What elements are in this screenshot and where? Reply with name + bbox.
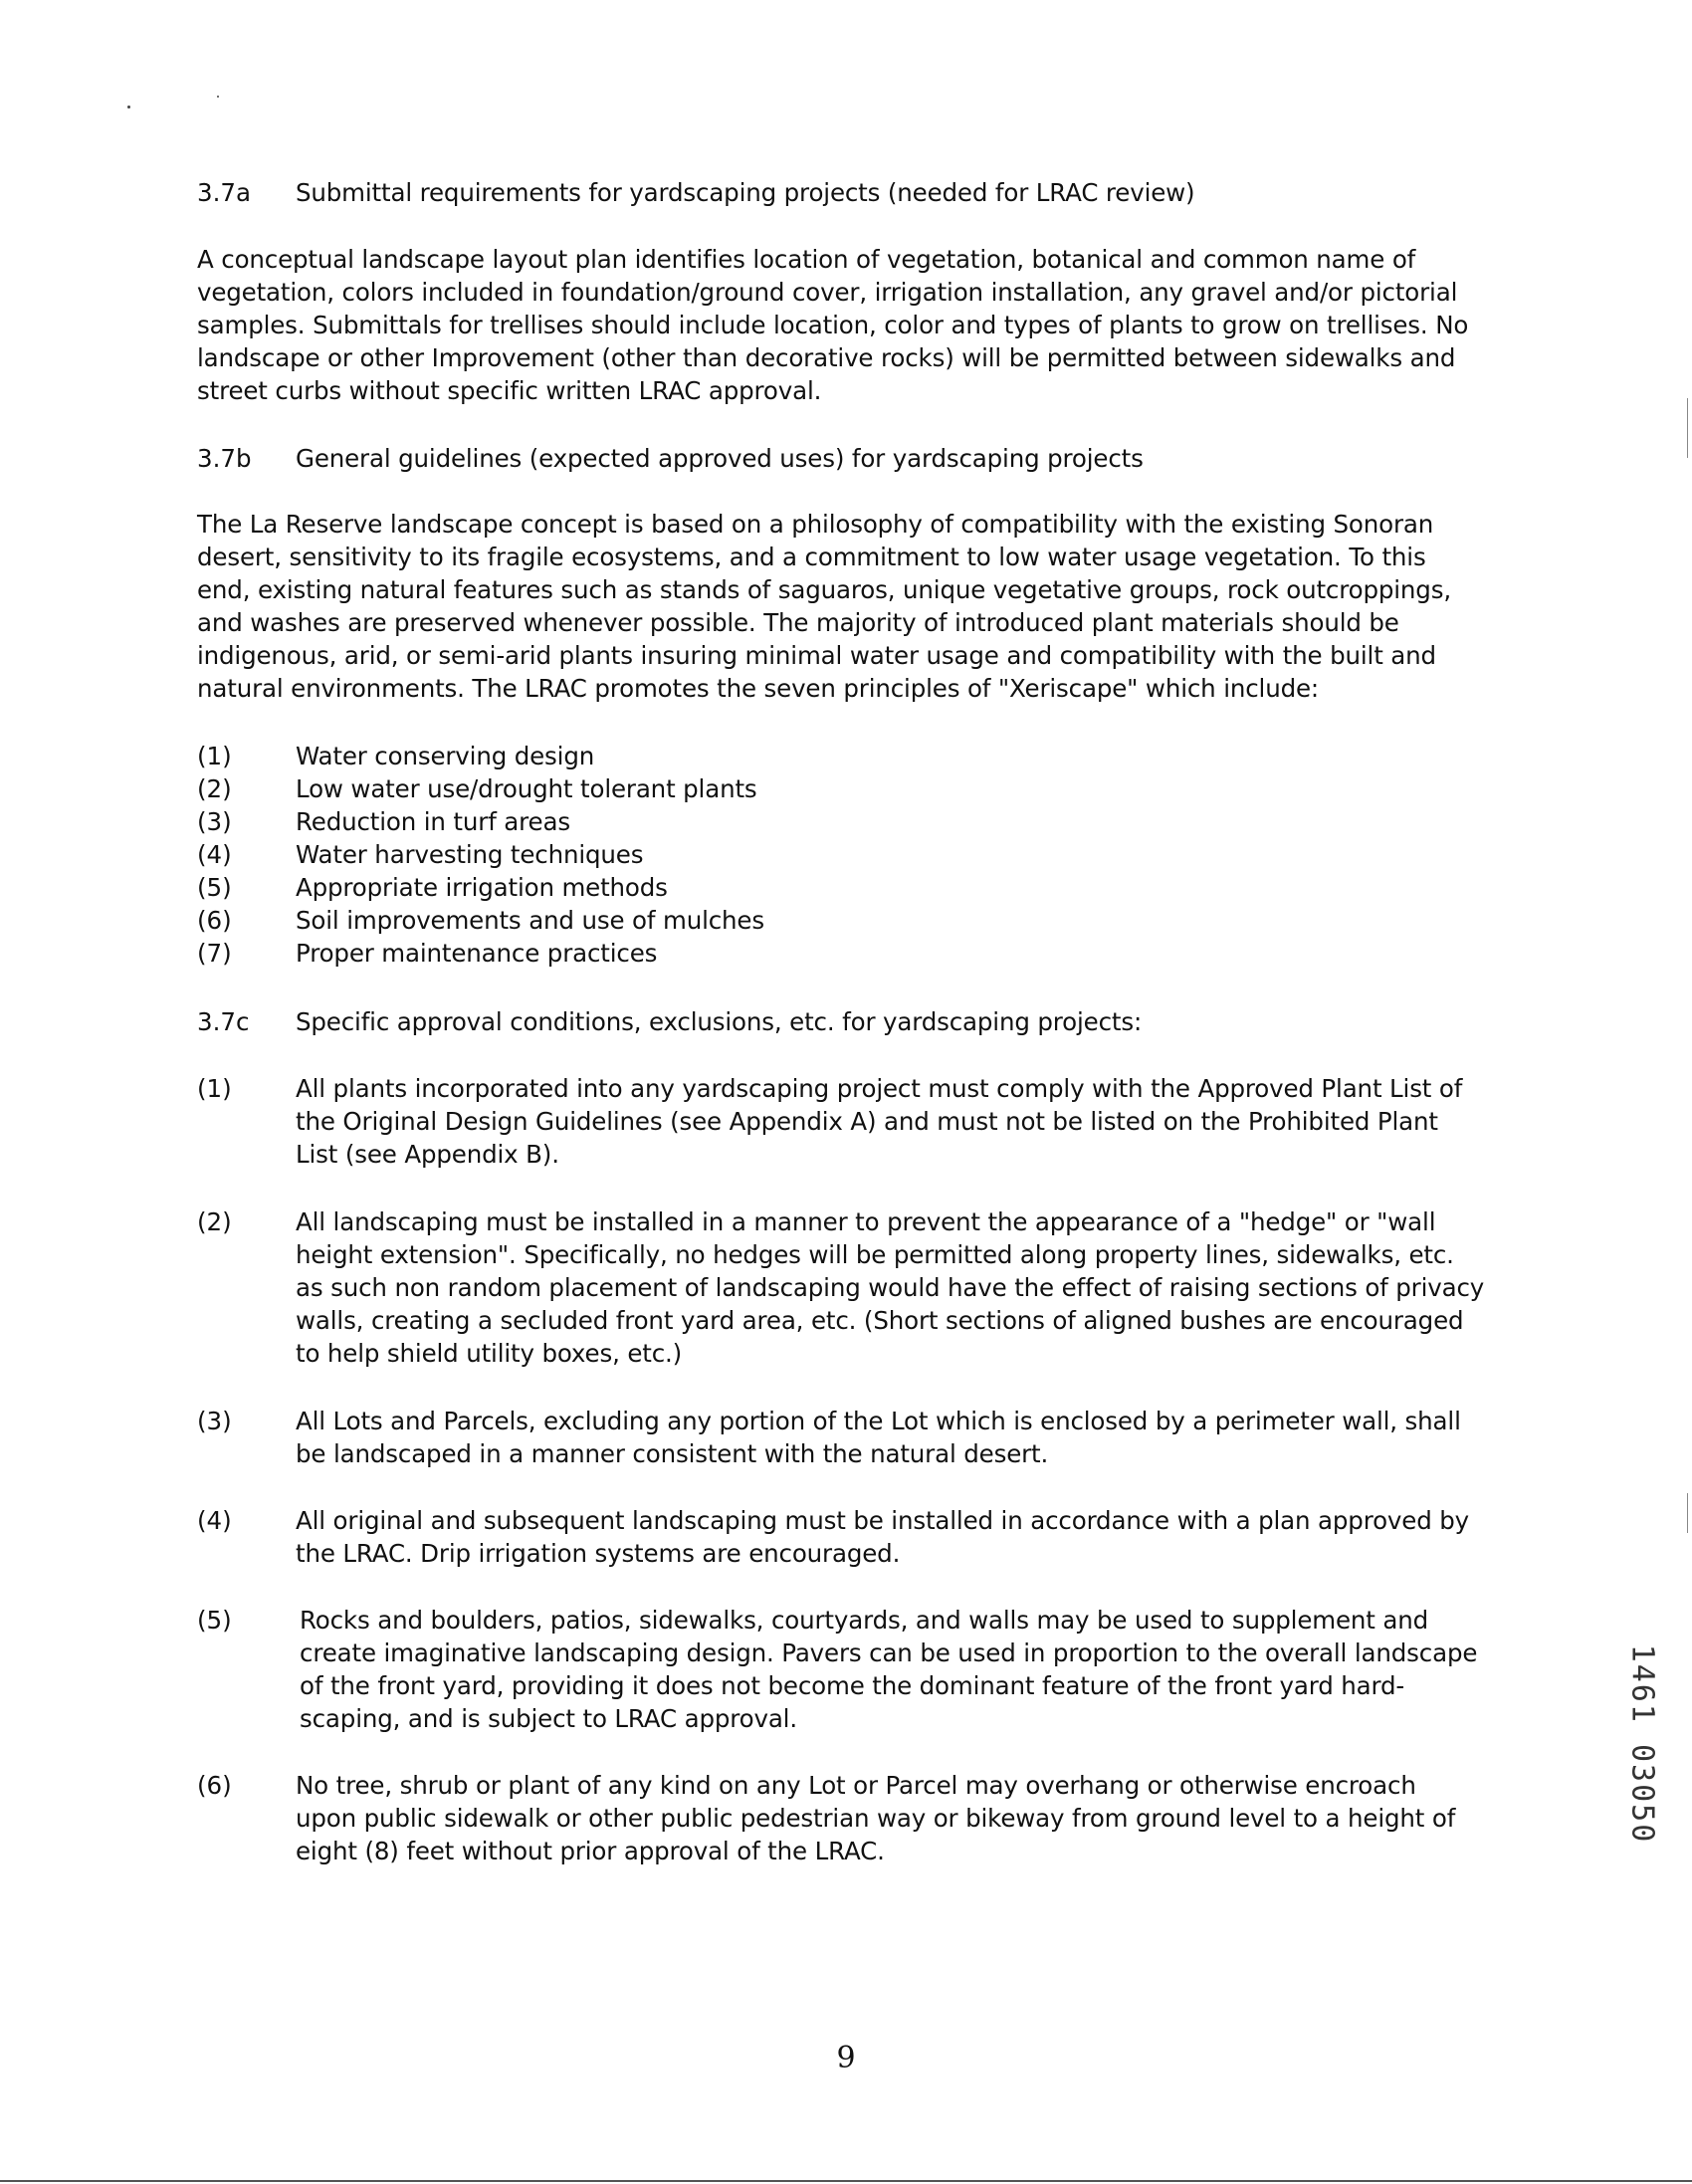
page-number: 9 — [836, 2041, 856, 2075]
section-a-line: vegetation, colors included in foundation/ground cover, irrigation installation, any gravel and/or pictorial — [197, 278, 1458, 307]
condition-line: Rocks and boulders, patios, sidewalks, courtyards, and walls may be used to supplement and — [300, 1606, 1429, 1635]
scan-speck — [127, 106, 130, 109]
recording-stamp-text: 1461 03050 — [1624, 1643, 1660, 1845]
condition-line: the LRAC. Drip irrigation systems are encouraged. — [296, 1539, 901, 1568]
section-b-heading: General guidelines (expected approved uses) for yardscaping projects — [296, 444, 1144, 473]
section-b-line: The La Reserve landscape concept is based on a philosophy of compatibility with the existing Sonoran — [197, 510, 1434, 539]
condition-line: All plants incorporated into any yardscaping project must comply with the Approved Plant List of — [296, 1074, 1463, 1103]
section-b-line: natural environments. The LRAC promotes the seven principles of "Xeriscape" which include: — [197, 674, 1320, 703]
condition-line: All landscaping must be installed in a manner to prevent the appearance of a "hedge" or "wall — [296, 1207, 1436, 1236]
condition-line: All original and subsequent landscaping must be installed in accordance with a plan approved by — [296, 1506, 1469, 1535]
recording-stamp — [1620, 1605, 1664, 1883]
condition-number: (6) — [197, 1771, 232, 1800]
condition-line: eight (8) feet without prior approval of the LRAC. — [296, 1837, 885, 1865]
section-c-heading: Specific approval conditions, exclusions, etc. for yardscaping projects: — [296, 1007, 1143, 1036]
condition-number: (1) — [197, 1074, 232, 1103]
section-b-line: indigenous, arid, or semi-arid plants insuring minimal water usage and compatibility with the built and — [197, 641, 1436, 670]
condition-number: (3) — [197, 1407, 232, 1435]
condition-line: to help shield utility boxes, etc.) — [296, 1339, 683, 1368]
scan-edge-mark — [1687, 1493, 1688, 1533]
section-a-line: samples. Submittals for trellises should include location, color and types of plants to grow on trellises. No — [197, 311, 1469, 339]
principle-number: (7) — [197, 939, 232, 968]
principle-number: (2) — [197, 774, 232, 803]
condition-line: scaping, and is subject to LRAC approval. — [300, 1704, 797, 1733]
section-b-line: and washes are preserved whenever possible. The majority of introduced plant materials should be — [197, 608, 1399, 637]
scan-speck — [217, 96, 219, 98]
condition-line: as such non random placement of landscaping would have the effect of raising sections of privacy — [296, 1273, 1485, 1302]
condition-line: All Lots and Parcels, excluding any portion of the Lot which is enclosed by a perimeter wall, shall — [296, 1407, 1461, 1435]
condition-line: No tree, shrub or plant of any kind on any Lot or Parcel may overhang or otherwise encroach — [296, 1771, 1416, 1800]
principle-text: Reduction in turf areas — [296, 807, 570, 836]
principle-number: (5) — [197, 873, 232, 902]
scan-edge-mark — [1687, 398, 1688, 458]
section-b-line: end, existing natural features such as stands of saguaros, unique vegetative groups, rock outcroppings, — [197, 575, 1451, 604]
condition-line: upon public sidewalk or other public pedestrian way or bikeway from ground level to a height of — [296, 1804, 1456, 1833]
section-a-line: A conceptual landscape layout plan identifies location of vegetation, botanical and common name of — [197, 245, 1416, 274]
section-a-line: street curbs without specific written LRAC approval. — [197, 376, 822, 405]
condition-number: (4) — [197, 1506, 232, 1535]
section-b-line: desert, sensitivity to its fragile ecosystems, and a commitment to low water usage vegetation. To this — [197, 543, 1426, 571]
principle-number: (6) — [197, 906, 232, 935]
section-a-line: landscape or other Improvement (other than decorative rocks) will be permitted between sidewalks and — [197, 343, 1456, 372]
principle-text: Water conserving design — [296, 742, 595, 770]
principle-text: Water harvesting techniques — [296, 840, 644, 869]
section-a-heading: Submittal requirements for yardscaping projects (needed for LRAC review) — [296, 178, 1195, 207]
condition-line: be landscaped in a manner consistent with the natural desert. — [296, 1439, 1049, 1468]
principle-text: Soil improvements and use of mulches — [296, 906, 764, 935]
principle-text: Low water use/drought tolerant plants — [296, 774, 757, 803]
section-c-number: 3.7c — [197, 1007, 250, 1036]
principle-text: Appropriate irrigation methods — [296, 873, 668, 902]
principle-number: (4) — [197, 840, 232, 869]
condition-line: the Original Design Guidelines (see Appendix A) and must not be listed on the Prohibited Plant — [296, 1107, 1438, 1136]
condition-line: height extension". Specifically, no hedges will be permitted along property lines, sidewalks, etc. — [296, 1240, 1454, 1269]
condition-number: (5) — [197, 1606, 232, 1635]
principle-number: (1) — [197, 742, 232, 770]
section-a-number: 3.7a — [197, 178, 251, 207]
condition-number: (2) — [197, 1207, 232, 1236]
condition-line: of the front yard, providing it does not become the dominant feature of the front yard hard- — [300, 1671, 1405, 1700]
principle-text: Proper maintenance practices — [296, 939, 658, 968]
scan-bottom-edge — [0, 2180, 1692, 2182]
principle-number: (3) — [197, 807, 232, 836]
condition-line: create imaginative landscaping design. Pavers can be used in proportion to the overall landscape — [300, 1638, 1478, 1667]
section-b-number: 3.7b — [197, 444, 252, 473]
condition-line: walls, creating a secluded front yard area, etc. (Short sections of aligned bushes are encouraged — [296, 1306, 1464, 1335]
condition-line: List (see Appendix B). — [296, 1140, 559, 1169]
